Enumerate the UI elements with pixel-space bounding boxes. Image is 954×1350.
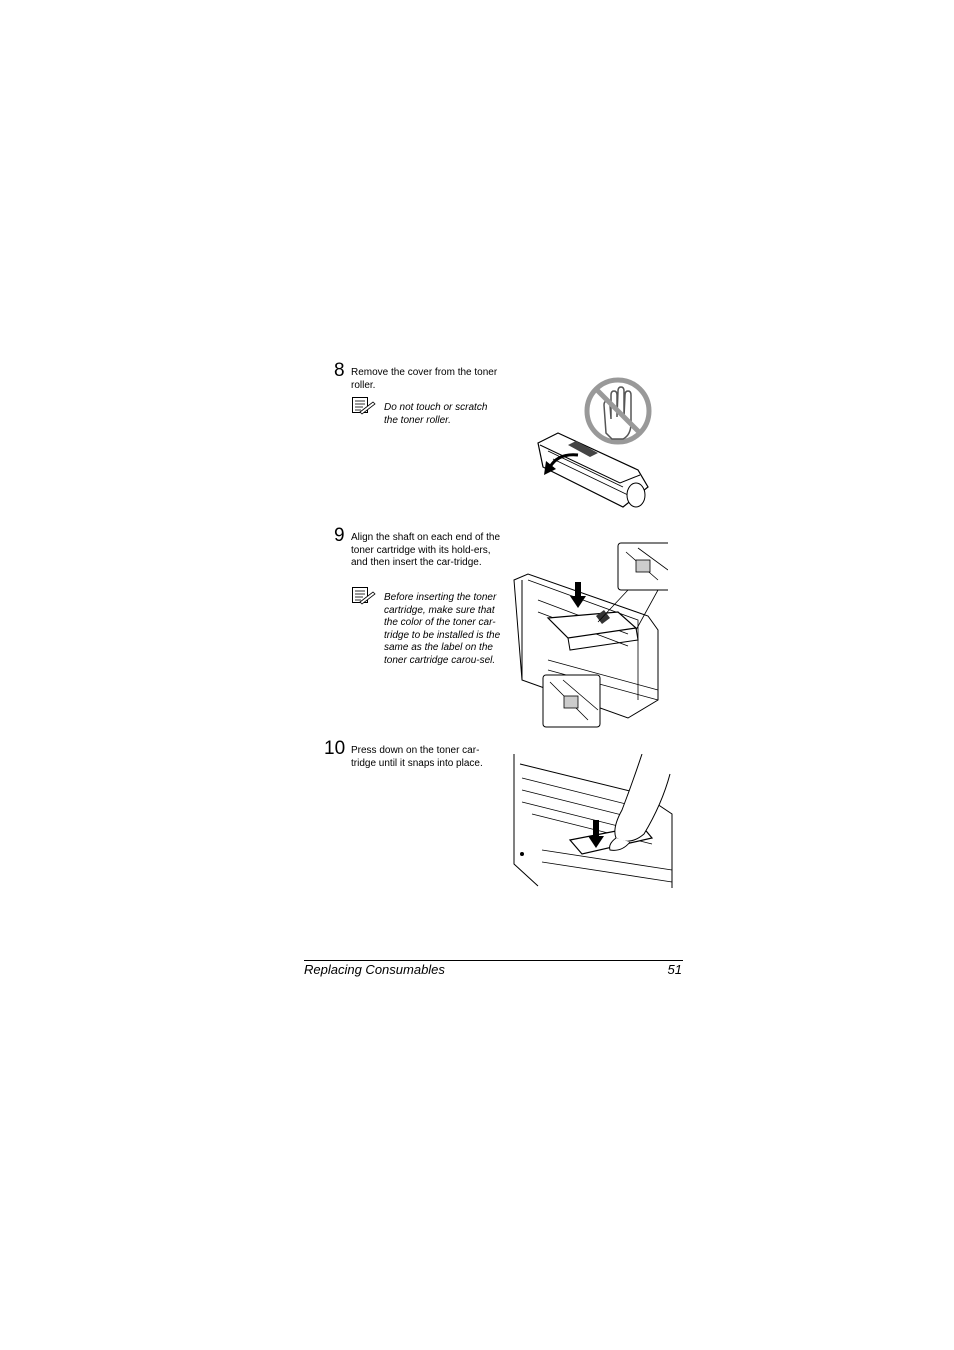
footer-section-title: Replacing Consumables (304, 962, 445, 977)
step-note: Do not touch or scratch the toner roller. (384, 402, 488, 426)
footer-page-number: 51 (667, 962, 682, 977)
step-instruction: Remove the cover from the toner roller. (351, 367, 498, 391)
step-instruction: Align the shaft on each end of the toner cartridge with its hold-ers, and then insert the car-tridge. (351, 532, 500, 568)
printer-insert-cartridge-illustration (508, 540, 668, 730)
step-number: 10 (324, 738, 346, 759)
step-note: Before inserting the toner cartridge, make sure that the color of the toner car-tridge to be installed is the same as the label on the toner cartridge carou-sel. (384, 592, 501, 666)
printer-press-cartridge-illustration (512, 754, 678, 888)
footer-rule (304, 960, 683, 961)
note-pencil-icon (352, 397, 376, 415)
step-number: 9 (334, 525, 345, 546)
step-number: 8 (334, 360, 345, 381)
no-touch-hand-icon (587, 380, 649, 442)
toner-cartridge-illustration (528, 375, 658, 515)
step-instruction: Press down on the toner car-tridge until it snaps into place. (351, 745, 483, 769)
note-pencil-icon (352, 587, 376, 605)
